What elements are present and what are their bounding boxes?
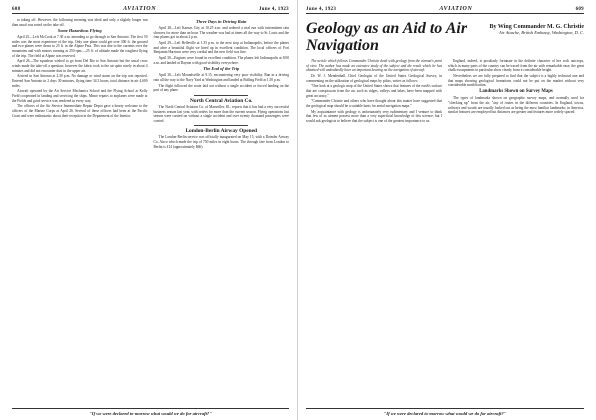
divider [194, 125, 248, 126]
section-heading: Some Hazardous Flying [57, 28, 102, 34]
journal-name-left: AVIATION [123, 6, 157, 12]
paragraph: Dr. W. J. Mendenhall, Chief Geologist of the United States Geological Survey, in commenting on the utilization of geological maps by pilots, writes as follows: [306, 73, 442, 83]
running-head-right [306, 6, 584, 14]
left-column-2 [154, 18, 290, 150]
author-affiliation: Air Attache, British Embassy, Washington, D. C. [498, 30, 584, 35]
paragraph: Aircraft operated by the Air Service Mechanics School and the Flying School at Kelly Field cooperated in landing and servicing the ships. Minor repairs to airplanes were made at the Fields and good service was rendered in every way. [12, 89, 148, 103]
paragraph: Arrived in San Antonio at 2.30 p.m. No damage or wind storm on the trip was reported. Entered San Antonio in 2 days 30 minutes, flying time 34.3 hours, total distance in air 4,600 miles. [12, 74, 148, 88]
paragraph: "Commander Christie and others who have thought about this matter have suggested that the geological map should be a suitable basis for aerial navigation maps." [306, 99, 442, 108]
paragraph: Nevertheless we are fully prepared to find that the subject is a highly technical one and that maps showing geological formations could not be put on the market without very considerable modification. [448, 73, 584, 88]
journal-name-right: AVIATION [439, 6, 473, 12]
author-name: By Wing Commander M. G. Christie [489, 24, 584, 30]
footer-slogan-right: "If we were declared to-morrow what would we do for aircraft?" [306, 408, 584, 416]
section-heading: The End of the Trip [203, 66, 240, 72]
paragraph: The officers of the Air Service Intermediate Repair Depot gave a hearty welcome to the officers of the Marine Corps at April 26. Several of these officers had been at the Pacific Coast and were enthusiastic about their reception in the Department of the Interior. [12, 104, 148, 118]
paragraph: April 30—Engines were found in excellent condition. The planes left Indianapolis at 8.00 a.m. and landed at Dayton with good visibility everywhere. [153, 56, 289, 65]
article-intro: The article which follows Commander Christie dealt with geology from the airman's point of view. The author has made an extensive study of the subject and the result which he has obtained will undoubtedly have an important bearing on the navigation of aircraft. [306, 59, 442, 73]
paragraph: "One look at a geologic map of the United States shows that features of the earth's surface that are conspicuous from the air, such as ridges, valleys and lakes, have been mapped with great accuracy." [306, 84, 442, 98]
left-column-1 [12, 18, 148, 150]
paragraph: The London-Berlin service was officially inaugurated on May 15, with a Daimler Airway Co. Airco which made the trip of 750 miles in eight hours. The through fare from London to Berlin is £14 (approximately $66). [153, 135, 289, 149]
issue-date-right: June 4, 1923 [306, 7, 337, 12]
article-heading-airway: London-Berlin Airway Opened [185, 128, 258, 135]
page-number-left: 608 [12, 7, 21, 12]
paragraph: My acquaintance with geology is unfortunately very rudimentary and I venture to think that few of us airmen possess more than a very superficial knowledge of this science; but I would ask geologists to believe that the subject is one of the greatest importance to us. [306, 109, 442, 123]
article-heading-company: North Central Aviation Co. [190, 97, 253, 104]
divider [194, 95, 248, 96]
byline [489, 24, 584, 35]
paragraph: The North Central Aviation Co. of Marseilles, Ill., reports that it has had a very successful business season last year, with orders for more than the current season. Flying operations last season were carried on without a single accident and over twenty thousand passengers were carried. [153, 104, 289, 123]
issue-date-left: June 4, 1923 [258, 7, 289, 12]
paragraph: The types of landmarks shown on geographic survey maps, and normally used for "checking up" from the air, "any of routes in the different countries. In England, towns, railways and woods are usually looked out as being the most familiar landmarks; in America, similar features are employed but distances are greater and features more widely spaced. [448, 96, 584, 115]
paragraph: England, indeed, is peculiarly fortunate in the definite character of her rock outcrops, which in many parts of the country can be traced from the air with remarkable ease; the great chalk escarpments in particular show clearly from a considerable height. [448, 59, 584, 73]
right-page [298, 0, 596, 420]
paragraph: April 30—Left Moundsville at 9.15, encountering very poor visibility. Ran in a driving rain all the way to the Navy Yard at Washington and landed at Bolling Field at 1.50 p.m. [153, 73, 289, 82]
paragraph: to taking off. However, the following morning was ideal and only a slightly longer run than usual was noted on the take off. [12, 18, 148, 27]
paragraph: April 25—Left McCook at 7.30 a.m. intending to go through to San Antonio. The first 50 miles was the most experience of the trip. Only one plane could get over 300 ft. the ground and two planes were down to 25 ft. in the Alpine Pass. This was due to the currents over the mountains and with motors running at 250 rpm.—25 ft. of altitude made the roughest flying of the trip. The field at Alpine was reserved. [12, 35, 148, 58]
paragraph: April 29—Left Belleville at 1.35 p.m. to the next stop at Indianapolis, before the planes and after a beautiful flight we lined up in excellent condition. The local officers of Fort Benjamin Harrison were very cordial and the new field was fine. [153, 41, 289, 55]
right-column-1 [306, 59, 442, 125]
article-title: Geology as an Aid to Air Navigation [306, 20, 468, 54]
paragraph: April 28—Left Kansas City at 10.25 a.m. and ordered a trial run with intermittent rain showers for more than an hour. The weather was bad at times all the way to St. Louis and the four planes got in about 2 p.m. [153, 26, 289, 40]
right-column-2 [448, 59, 584, 125]
paragraph: The flight followed the route laid out without a single accident or forced landing on the part of any plane. [153, 83, 289, 93]
section-heading: Three Days in Driving Rain [196, 19, 247, 24]
running-head-left [12, 6, 289, 14]
footer-slogan-left: "If we were declared to-morrow what would we do for aircraft?" [12, 408, 289, 416]
page-number-right: 609 [575, 7, 584, 12]
paragraph: April 26—The squadron wished to go from Del Rio to San Antonio but the usual cross winds made the take-off a question; however the fabric took to the air quite nicely in about 4 minutes and did not encounter dust in the upper air. [12, 59, 148, 73]
section-heading: Landmarks Shown on Survey Maps [479, 88, 553, 94]
